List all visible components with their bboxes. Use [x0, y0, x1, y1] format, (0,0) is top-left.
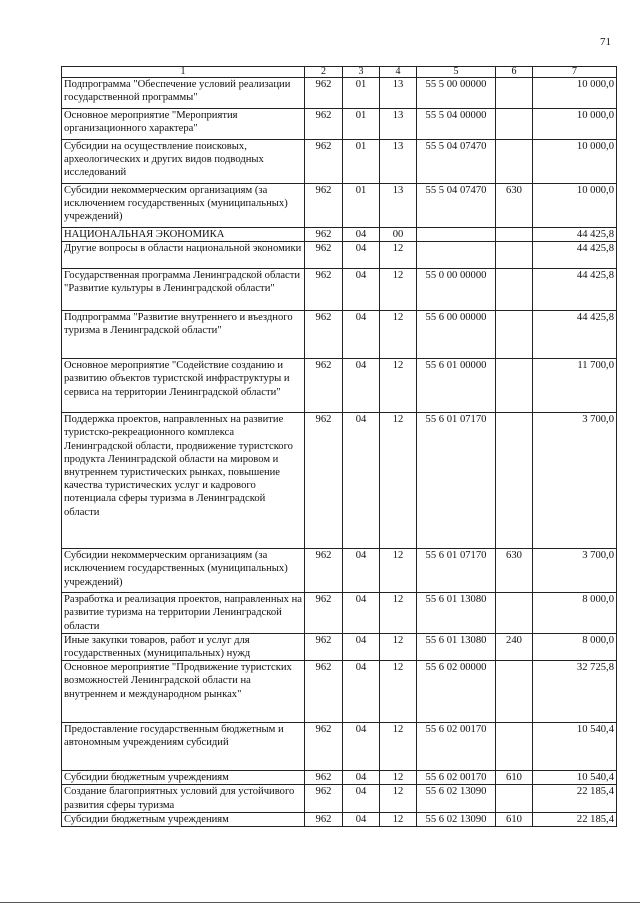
row-section-cell: 01 — [343, 109, 380, 140]
col-header-target: 5 — [417, 67, 496, 78]
row-target-cell — [417, 228, 496, 242]
row-name-cell: Иные закупки товаров, работ и услуг для государственных (муниципальных) нужд — [62, 633, 305, 660]
row-name-cell: Основное мероприятие "Содействие созданию и развитию объектов туристской инфраструктуры и сервиса на территории Ленинградской области" — [62, 359, 305, 413]
row-admin-cell: 962 — [305, 269, 343, 311]
row-target-cell: 55 6 02 00000 — [417, 661, 496, 723]
row-section-cell: 04 — [343, 593, 380, 634]
row-admin-cell: 962 — [305, 549, 343, 593]
row-admin-cell: 962 — [305, 812, 343, 826]
header-row — [62, 67, 617, 78]
row-amount-cell: 10 000,0 — [533, 78, 617, 109]
row-admin-cell: 962 — [305, 140, 343, 184]
table-row — [62, 109, 617, 140]
row-admin-cell: 962 — [305, 228, 343, 242]
row-subsection-cell: 00 — [380, 228, 417, 242]
table-row — [62, 593, 617, 634]
row-target-cell: 55 5 04 00000 — [417, 109, 496, 140]
row-name-cell: Создание благоприятных условий для устойчивого развития сферы туризма — [62, 785, 305, 812]
row-admin-cell: 962 — [305, 359, 343, 413]
row-admin-cell: 962 — [305, 771, 343, 785]
row-target-cell: 55 6 02 13090 — [417, 785, 496, 812]
row-expense-cell — [496, 311, 533, 359]
row-expense-cell: 610 — [496, 812, 533, 826]
page-number: 71 — [600, 36, 611, 48]
row-name-cell: Подпрограмма "Обеспечение условий реализации государственной программы" — [62, 78, 305, 109]
row-expense-cell: 240 — [496, 633, 533, 660]
row-amount-cell: 3 700,0 — [533, 549, 617, 593]
row-subsection-cell: 12 — [380, 549, 417, 593]
row-amount-cell: 22 185,4 — [533, 812, 617, 826]
table-row — [62, 633, 617, 660]
row-admin-cell: 962 — [305, 723, 343, 771]
row-amount-cell: 10 000,0 — [533, 109, 617, 140]
row-name-cell: Основное мероприятие "Продвижение туристских возможностей Ленинградской области на внутреннем и международном рынках" — [62, 661, 305, 723]
col-header-section: 3 — [343, 67, 380, 78]
table-row — [62, 140, 617, 184]
row-admin-cell: 962 — [305, 633, 343, 660]
row-section-cell: 04 — [343, 269, 380, 311]
row-section-cell: 01 — [343, 140, 380, 184]
table-row — [62, 311, 617, 359]
table-row — [62, 413, 617, 549]
table-row — [62, 184, 617, 228]
row-section-cell: 04 — [343, 723, 380, 771]
row-expense-cell — [496, 109, 533, 140]
table-row — [62, 771, 617, 785]
row-name-cell: Основное мероприятие "Мероприятия организационного характера" — [62, 109, 305, 140]
row-name-cell: Субсидии некоммерческим организациям (за исключением государственных (муниципальных) учреждений) — [62, 549, 305, 593]
row-amount-cell: 10 000,0 — [533, 140, 617, 184]
row-expense-cell — [496, 723, 533, 771]
row-amount-cell: 44 425,8 — [533, 228, 617, 242]
col-header-expense: 6 — [496, 67, 533, 78]
row-expense-cell — [496, 593, 533, 634]
row-amount-cell: 44 425,8 — [533, 269, 617, 311]
row-admin-cell: 962 — [305, 184, 343, 228]
row-name-cell: Поддержка проектов, направленных на развитие туристско-рекреационного комплекса Ленинградской области, продвижение туристского продукта Ленинградской области на мировом и внутреннем туристических рынках, повышение качества туристических услуг и кадрового потенциала сферы туризма в Ленинградской области — [62, 413, 305, 549]
row-section-cell: 04 — [343, 228, 380, 242]
row-subsection-cell: 12 — [380, 359, 417, 413]
table-row — [62, 723, 617, 771]
row-expense-cell — [496, 228, 533, 242]
budget-table — [61, 66, 617, 827]
row-target-cell: 55 6 01 13080 — [417, 593, 496, 634]
row-subsection-cell: 12 — [380, 242, 417, 269]
row-name-cell: Государственная программа Ленинградской области "Развитие культуры в Ленинградской области" — [62, 269, 305, 311]
row-name-cell: Другие вопросы в области национальной экономики — [62, 242, 305, 269]
row-admin-cell: 962 — [305, 593, 343, 634]
row-expense-cell — [496, 269, 533, 311]
row-target-cell — [417, 242, 496, 269]
row-target-cell: 55 6 02 13090 — [417, 812, 496, 826]
row-target-cell: 55 0 00 00000 — [417, 269, 496, 311]
row-name-cell: Подпрограмма "Развитие внутреннего и въездного туризма в Ленинградской области" — [62, 311, 305, 359]
col-header-amount: 7 — [533, 67, 617, 78]
row-expense-cell: 630 — [496, 184, 533, 228]
row-expense-cell — [496, 413, 533, 549]
row-amount-cell: 32 725,8 — [533, 661, 617, 723]
row-expense-cell — [496, 661, 533, 723]
col-header-admin: 2 — [305, 67, 343, 78]
row-amount-cell: 11 700,0 — [533, 359, 617, 413]
row-name-cell: Субсидии некоммерческим организациям (за исключением государственных (муниципальных) учреждений) — [62, 184, 305, 228]
page-bottom-edge — [0, 902, 640, 903]
row-section-cell: 01 — [343, 78, 380, 109]
row-subsection-cell: 13 — [380, 140, 417, 184]
table-row — [62, 78, 617, 109]
row-admin-cell: 962 — [305, 78, 343, 109]
col-header-name: 1 — [62, 67, 305, 78]
row-admin-cell: 962 — [305, 109, 343, 140]
row-subsection-cell: 12 — [380, 269, 417, 311]
row-subsection-cell: 13 — [380, 184, 417, 228]
row-target-cell: 55 6 01 07170 — [417, 549, 496, 593]
row-amount-cell: 44 425,8 — [533, 242, 617, 269]
row-target-cell: 55 6 00 00000 — [417, 311, 496, 359]
table-row — [62, 269, 617, 311]
row-name-cell: Предоставление государственным бюджетным и автономным учреждениям субсидий — [62, 723, 305, 771]
row-section-cell: 04 — [343, 661, 380, 723]
row-subsection-cell: 12 — [380, 661, 417, 723]
row-target-cell: 55 6 02 00170 — [417, 771, 496, 785]
row-subsection-cell: 12 — [380, 311, 417, 359]
row-subsection-cell: 12 — [380, 633, 417, 660]
table-row — [62, 812, 617, 826]
row-subsection-cell: 12 — [380, 771, 417, 785]
row-expense-cell — [496, 359, 533, 413]
row-amount-cell: 10 000,0 — [533, 184, 617, 228]
row-amount-cell: 22 185,4 — [533, 785, 617, 812]
row-subsection-cell: 13 — [380, 109, 417, 140]
row-target-cell: 55 5 04 07470 — [417, 140, 496, 184]
col-header-subsection: 4 — [380, 67, 417, 78]
row-target-cell: 55 6 01 13080 — [417, 633, 496, 660]
row-expense-cell — [496, 78, 533, 109]
row-admin-cell: 962 — [305, 242, 343, 269]
row-section-cell: 04 — [343, 413, 380, 549]
row-section-cell: 04 — [343, 771, 380, 785]
table-row — [62, 661, 617, 723]
table-row — [62, 242, 617, 269]
row-admin-cell: 962 — [305, 785, 343, 812]
row-name-cell: Субсидии на осуществление поисковых, археологических и других видов подводных исследований — [62, 140, 305, 184]
row-target-cell: 55 5 00 00000 — [417, 78, 496, 109]
row-expense-cell — [496, 140, 533, 184]
row-admin-cell: 962 — [305, 413, 343, 549]
row-section-cell: 04 — [343, 785, 380, 812]
row-section-cell: 04 — [343, 242, 380, 269]
row-section-cell: 04 — [343, 549, 380, 593]
table-row — [62, 549, 617, 593]
row-admin-cell: 962 — [305, 311, 343, 359]
row-name-cell: НАЦИОНАЛЬНАЯ ЭКОНОМИКА — [62, 228, 305, 242]
row-subsection-cell: 12 — [380, 723, 417, 771]
row-amount-cell: 8 000,0 — [533, 593, 617, 634]
row-subsection-cell: 13 — [380, 78, 417, 109]
table-row — [62, 785, 617, 812]
row-expense-cell: 610 — [496, 771, 533, 785]
row-admin-cell: 962 — [305, 661, 343, 723]
row-amount-cell: 10 540,4 — [533, 723, 617, 771]
row-expense-cell: 630 — [496, 549, 533, 593]
row-amount-cell: 10 540,4 — [533, 771, 617, 785]
row-name-cell: Субсидии бюджетным учреждениям — [62, 812, 305, 826]
row-subsection-cell: 12 — [380, 812, 417, 826]
row-amount-cell: 44 425,8 — [533, 311, 617, 359]
row-amount-cell: 3 700,0 — [533, 413, 617, 549]
row-subsection-cell: 12 — [380, 413, 417, 549]
row-subsection-cell: 12 — [380, 785, 417, 812]
row-target-cell: 55 6 02 00170 — [417, 723, 496, 771]
table-row — [62, 228, 617, 242]
row-section-cell: 04 — [343, 633, 380, 660]
row-section-cell: 04 — [343, 359, 380, 413]
row-subsection-cell: 12 — [380, 593, 417, 634]
row-expense-cell — [496, 785, 533, 812]
row-name-cell: Разработка и реализация проектов, направленных на развитие туризма на территории Ленинградской области — [62, 593, 305, 634]
row-target-cell: 55 6 01 07170 — [417, 413, 496, 549]
row-amount-cell: 8 000,0 — [533, 633, 617, 660]
table-row — [62, 359, 617, 413]
row-section-cell: 04 — [343, 311, 380, 359]
row-name-cell: Субсидии бюджетным учреждениям — [62, 771, 305, 785]
row-target-cell: 55 5 04 07470 — [417, 184, 496, 228]
row-section-cell: 01 — [343, 184, 380, 228]
row-expense-cell — [496, 242, 533, 269]
row-section-cell: 04 — [343, 812, 380, 826]
row-target-cell: 55 6 01 00000 — [417, 359, 496, 413]
